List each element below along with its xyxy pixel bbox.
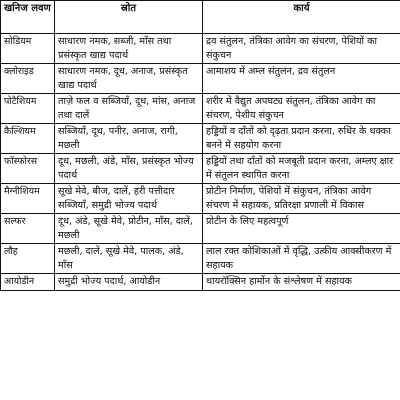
function-cell: प्रोटीन के लिए महत्वपूर्ण [203,214,400,244]
mineral-cell: मैग्नीशियम [1,184,55,214]
table-row [1,274,400,291]
function-cell: लाल रक्त कोशिकाओं में वृद्धि, उत्कीय आक्सीकरण में सहायक [203,244,400,274]
table-row [1,34,400,64]
table-header-row [1,1,400,34]
mineral-cell: सल्फर [1,214,55,244]
mineral-cell: लौह [1,244,55,274]
header-function: कार्य [203,1,400,34]
table-row [1,184,400,214]
table-row [1,154,400,184]
source-cell: दूध, मछली, अंडे, माँस, प्रसंस्कृत भोज्य पदार्थ [55,154,203,184]
source-cell: सब्जियाँ, दूध, पनीर, अनाज, रागी, मछली [55,124,203,154]
source-cell: ताज़े फल व सब्जियाँ, दूध, मांस, अनाज तथा दालें [55,94,203,124]
table-row [1,124,400,154]
header-mineral: खनिज लवण [1,1,55,34]
mineral-cell: आयोडीन [1,274,55,291]
function-cell: आमाशय में अम्ल संतुलन, द्रव संतुलन [203,64,400,94]
mineral-cell: फॉस्फोरस [1,154,55,184]
table-row [1,214,400,244]
source-cell: सूखे मेवे, बीज, दालें, हरी पत्तीदार सब्जियाँ, समुद्री भोज्य पदार्थ [55,184,203,214]
function-cell: थायरॉक्सिन हार्मोन के संश्लेषण में सहायक [203,274,400,291]
function-cell: प्रोटीन निर्माण, पेशियों में संकुचन, तंत्रिका आवेग संचरण में सहायक, प्रतिरक्षा प्रणाली में विकास [203,184,400,214]
mineral-cell: पोटैशियम [1,94,55,124]
table-row [1,244,400,274]
function-cell: हड्डियों व दाँतों को दृढ़ता प्रदान करना, रुधिर के थक्का बनने में सहयोग करना [203,124,400,154]
source-cell: साधारण नमक, सब्जी, माँस तथा प्रसंस्कृत खाद्य पदार्थ [55,34,203,64]
function-cell: हड्डियों तथा दाँतों को मजबूती प्रदान करना, अम्लए क्षार में संतुलन स्थापित करना [203,154,400,184]
function-cell: द्रव संतुलन, तंत्रिका आवेग का संचरण, पेशियों का संकुचन [203,34,400,64]
source-cell: साधारण नमक, दूध, अनाज, प्रसंस्कृत खाद्य पदार्थ [55,64,203,94]
mineral-cell: कैल्शियम [1,124,55,154]
table-row [1,94,400,124]
mineral-cell: क्लोराइड [1,64,55,94]
mineral-cell: सोडियम [1,34,55,64]
source-cell: दूध, अंडे, सूखे मेवे, प्रोटीन, माँस, दालें, मछली [55,214,203,244]
function-cell: शरीर में वैद्युत अपघट्य संतुलन, तंत्रिका आवेग का संचरण, पेशीय संकुचन [203,94,400,124]
source-cell: मछली, दालें, सूखे मेवे, पालक, अंडे, माँस [55,244,203,274]
source-cell: समुद्री भोज्य पदार्थ, आयोडीन [55,274,203,291]
header-source: स्रोत [55,1,203,34]
table-row [1,64,400,94]
